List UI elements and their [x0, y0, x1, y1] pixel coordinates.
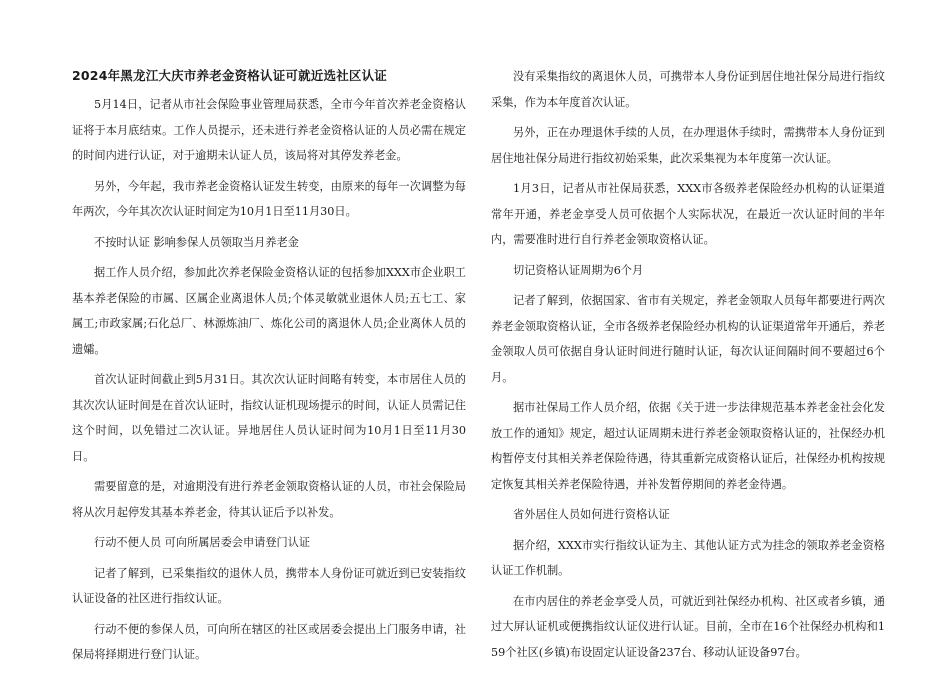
section-heading: 不按时认证 影响参保人员领取当月养老金	[94, 235, 299, 249]
paragraph: 需要留意的是，对逾期没有进行养老金领取资格认证的人员，市社会保险局将从次月起停发其基本养老金，待其认证后予以补发。	[72, 480, 466, 519]
section-heading: 省外居住人员如何进行资格认证	[513, 508, 670, 521]
paragraph: 在市内居住的养老金享受人员，可就近到社保经办机构、社区或者乡镇，通过大屏认证机或便携指纹认证仪进行认证。目前，全市在16个社保经办机构和159个社区(乡镇)布设固定认证设备237台、移动认证设备97台。	[491, 594, 885, 659]
document-title: 2024年黑龙江大庆市养老金资格认证可就近选社区认证	[72, 68, 387, 83]
paragraph: 另外，正在办理退休手续的人员，在办理退休手续时，需携带本人身份证到居住地社保分局进行指纹初始采集，此次采集视为本年度第一次认证。	[491, 126, 885, 165]
paragraph: 记者了解到，依据国家、省市有关规定，养老金领取人员每年都要进行两次养老金领取资格认证，全市各级养老保险经办机构的认证渠道常年开通后，养老金领取人员可依据自身认证时间进行随时认证，每次认证间隔时间不要超过6个月。	[491, 294, 885, 384]
paragraph: 5月14日，记者从市社会保险事业管理局获悉，全市今年首次养老金资格认证将于本月底结束。工作人员提示，还未进行养老金资格认证的人员必需在规定的时间内进行认证，对于逾期未认证人员，该局将对其停发养老金。	[72, 98, 466, 162]
paragraph: 据市社保局工作人员介绍，依据《关于进一步法律规范基本养老金社会化发放工作的通知》规定，超过认证周期未进行养老金领取资格认证的，社保经办机构暂停支付其相关养老保险待遇，待其重新完成资格认证后，社保经办机构按规定恢复其相关养老保险待遇，并补发暂停期间的养老金待遇。	[491, 401, 885, 491]
paragraph: 据介绍，XXX市实行指纹认证为主、其他认证方式为挂念的领取养老金资格认证工作机制。	[491, 538, 885, 577]
paragraph: 行动不便的参保人员，可向所在辖区的社区或居委会提出上门服务申请，社保局将择期进行登门认证。	[72, 622, 466, 661]
paragraph: 另外，今年起，我市养老金资格认证发生转变，由原来的每年一次调整为每年两次，今年其次次认证时间定为10月1日至11月30日。	[72, 179, 466, 218]
right-column	[491, 64, 885, 670]
section-heading: 行动不便人员 可向所属居委会申请登门认证	[94, 536, 311, 549]
section-heading: 切记资格认证周期为6个月	[513, 263, 644, 277]
paragraph: 记者了解到，已采集指纹的退休人员，携带本人身份证可就近到已安装指纹认证设备的社区进行指纹认证。	[72, 566, 466, 605]
paragraph: 1月3日，记者从市社保局获悉，XXX市各级养老保险经办机构的认证渠道常年开通，养老金享受人员可依据个人实际状况，在最近一次认证时间的半年内，需要准时进行自行养老金领取资格认证。	[491, 182, 885, 246]
paragraph: 首次认证时间截止到5月31日。其次次认证时间略有转变，本市居住人员的其次次认证时间是在首次认证时，指纹认证机现场提示的时间，认证人员需记住这个时间，以免错过二次认证。异地居住人员认证时间为10月1日至11月30日。	[72, 373, 466, 463]
paragraph: 没有采集指纹的离退休人员，可携带本人身份证到居住地社保分局进行指纹采集，作为本年度首次认证。	[491, 70, 885, 109]
left-column	[72, 64, 466, 673]
paragraph: 据工作人员介绍，参加此次养老保险金资格认证的包括参加XXX市企业职工基本养老保险的市属、区属企业离退休人员;个体灵敏就业退休人员;五七工、家属工;市政家属;石化总厂、林源炼油厂、炼化公司的离退休人员;企业离休人员的遗孀。	[72, 266, 466, 356]
